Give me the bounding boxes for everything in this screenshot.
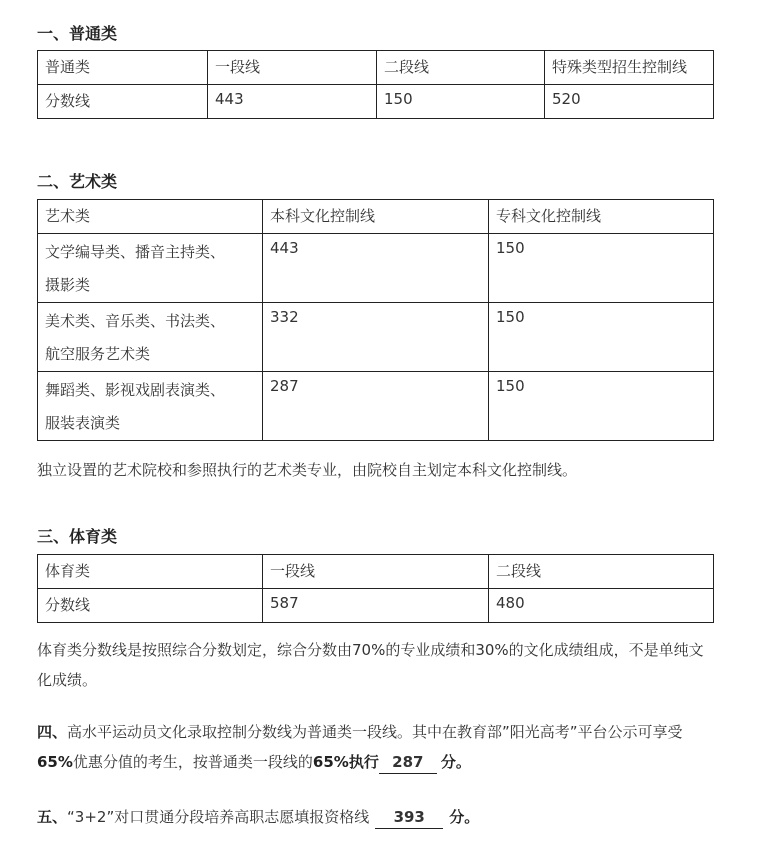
score-cell: 480 <box>489 589 714 623</box>
athlete-unit: 分。 <box>440 753 471 771</box>
athlete-score-blank: 287 <box>379 751 437 774</box>
section-5-lead: 五、 <box>37 808 68 826</box>
athlete-text-1: 高水平运动员文化录取控制分数线为普通类一段线。其中在教育部”阳光高考”平台公示可享受 <box>67 723 683 741</box>
athlete-paragraph <box>37 717 713 777</box>
table-row <box>38 372 714 441</box>
table-header-row <box>38 200 714 234</box>
sports-score-table <box>37 554 714 623</box>
section-4-lead: 四、 <box>37 723 68 741</box>
header-cell: 体育类 <box>38 555 263 589</box>
header-cell: 一段线 <box>208 51 377 85</box>
table-row <box>38 589 714 623</box>
athlete-text-2: 优惠分值的考生，按普通类一段线的 <box>72 753 313 771</box>
score-cell: 150 <box>489 372 714 441</box>
table-header-row <box>38 555 714 589</box>
art-score-table <box>37 199 714 441</box>
table-header-row <box>38 51 714 85</box>
score-cell: 332 <box>263 303 489 372</box>
score-cell: 287 <box>263 372 489 441</box>
art-note: 独立设置的艺术院校和参照执行的艺术类专业，由院校自主划定本科文化控制线。 <box>37 461 578 479</box>
score-cell: 520 <box>545 85 714 119</box>
header-cell: 特殊类型招生控制线 <box>545 51 714 85</box>
athlete-pct-2: 65%执行 <box>312 753 379 771</box>
score-cell: 150 <box>377 85 545 119</box>
vocational-score-blank: 393 <box>375 806 443 829</box>
vocational-unit: 分。 <box>449 808 480 826</box>
header-cell: 二段线 <box>377 51 545 85</box>
table-row <box>38 234 714 303</box>
header-cell: 艺术类 <box>38 200 263 234</box>
category-cell <box>38 372 263 441</box>
header-cell: 一段线 <box>263 555 489 589</box>
row-label: 分数线 <box>38 85 208 119</box>
section-3-title: 三、体育类 <box>37 527 118 546</box>
header-cell: 本科文化控制线 <box>263 200 489 234</box>
vocational-paragraph <box>37 802 713 832</box>
section-2-title: 二、艺术类 <box>37 172 118 191</box>
general-score-table <box>37 50 714 119</box>
table-row <box>38 85 714 119</box>
score-cell: 150 <box>489 303 714 372</box>
table-row <box>38 303 714 372</box>
category-line: 文学编导类、播音主持类、 <box>45 243 226 261</box>
category-line: 美术类、音乐类、书法类、 <box>45 312 226 330</box>
header-cell: 普通类 <box>38 51 208 85</box>
score-cell: 150 <box>489 234 714 303</box>
category-cell <box>38 303 263 372</box>
category-line: 航空服务艺术类 <box>45 345 151 363</box>
category-line: 舞蹈类、影视戏剧表演类、 <box>45 381 226 399</box>
score-cell: 587 <box>263 589 489 623</box>
athlete-pct-1: 65% <box>37 753 73 771</box>
category-line: 摄影类 <box>45 276 91 294</box>
header-cell: 专科文化控制线 <box>489 200 714 234</box>
category-cell <box>38 234 263 303</box>
row-label: 分数线 <box>38 589 263 623</box>
header-cell: 二段线 <box>489 555 714 589</box>
category-line: 服装表演类 <box>45 414 121 432</box>
score-cell: 443 <box>208 85 377 119</box>
sports-note: 体育类分数线是按照综合分数划定，综合分数由70%的专业成绩和30%的文化成绩组成，不是单纯文化成绩。 <box>37 641 704 689</box>
vocational-text: “3+2”对口贯通分段培养高职志愿填报资格线 <box>67 808 370 826</box>
section-1-title: 一、普通类 <box>37 24 118 43</box>
score-cell: 443 <box>263 234 489 303</box>
